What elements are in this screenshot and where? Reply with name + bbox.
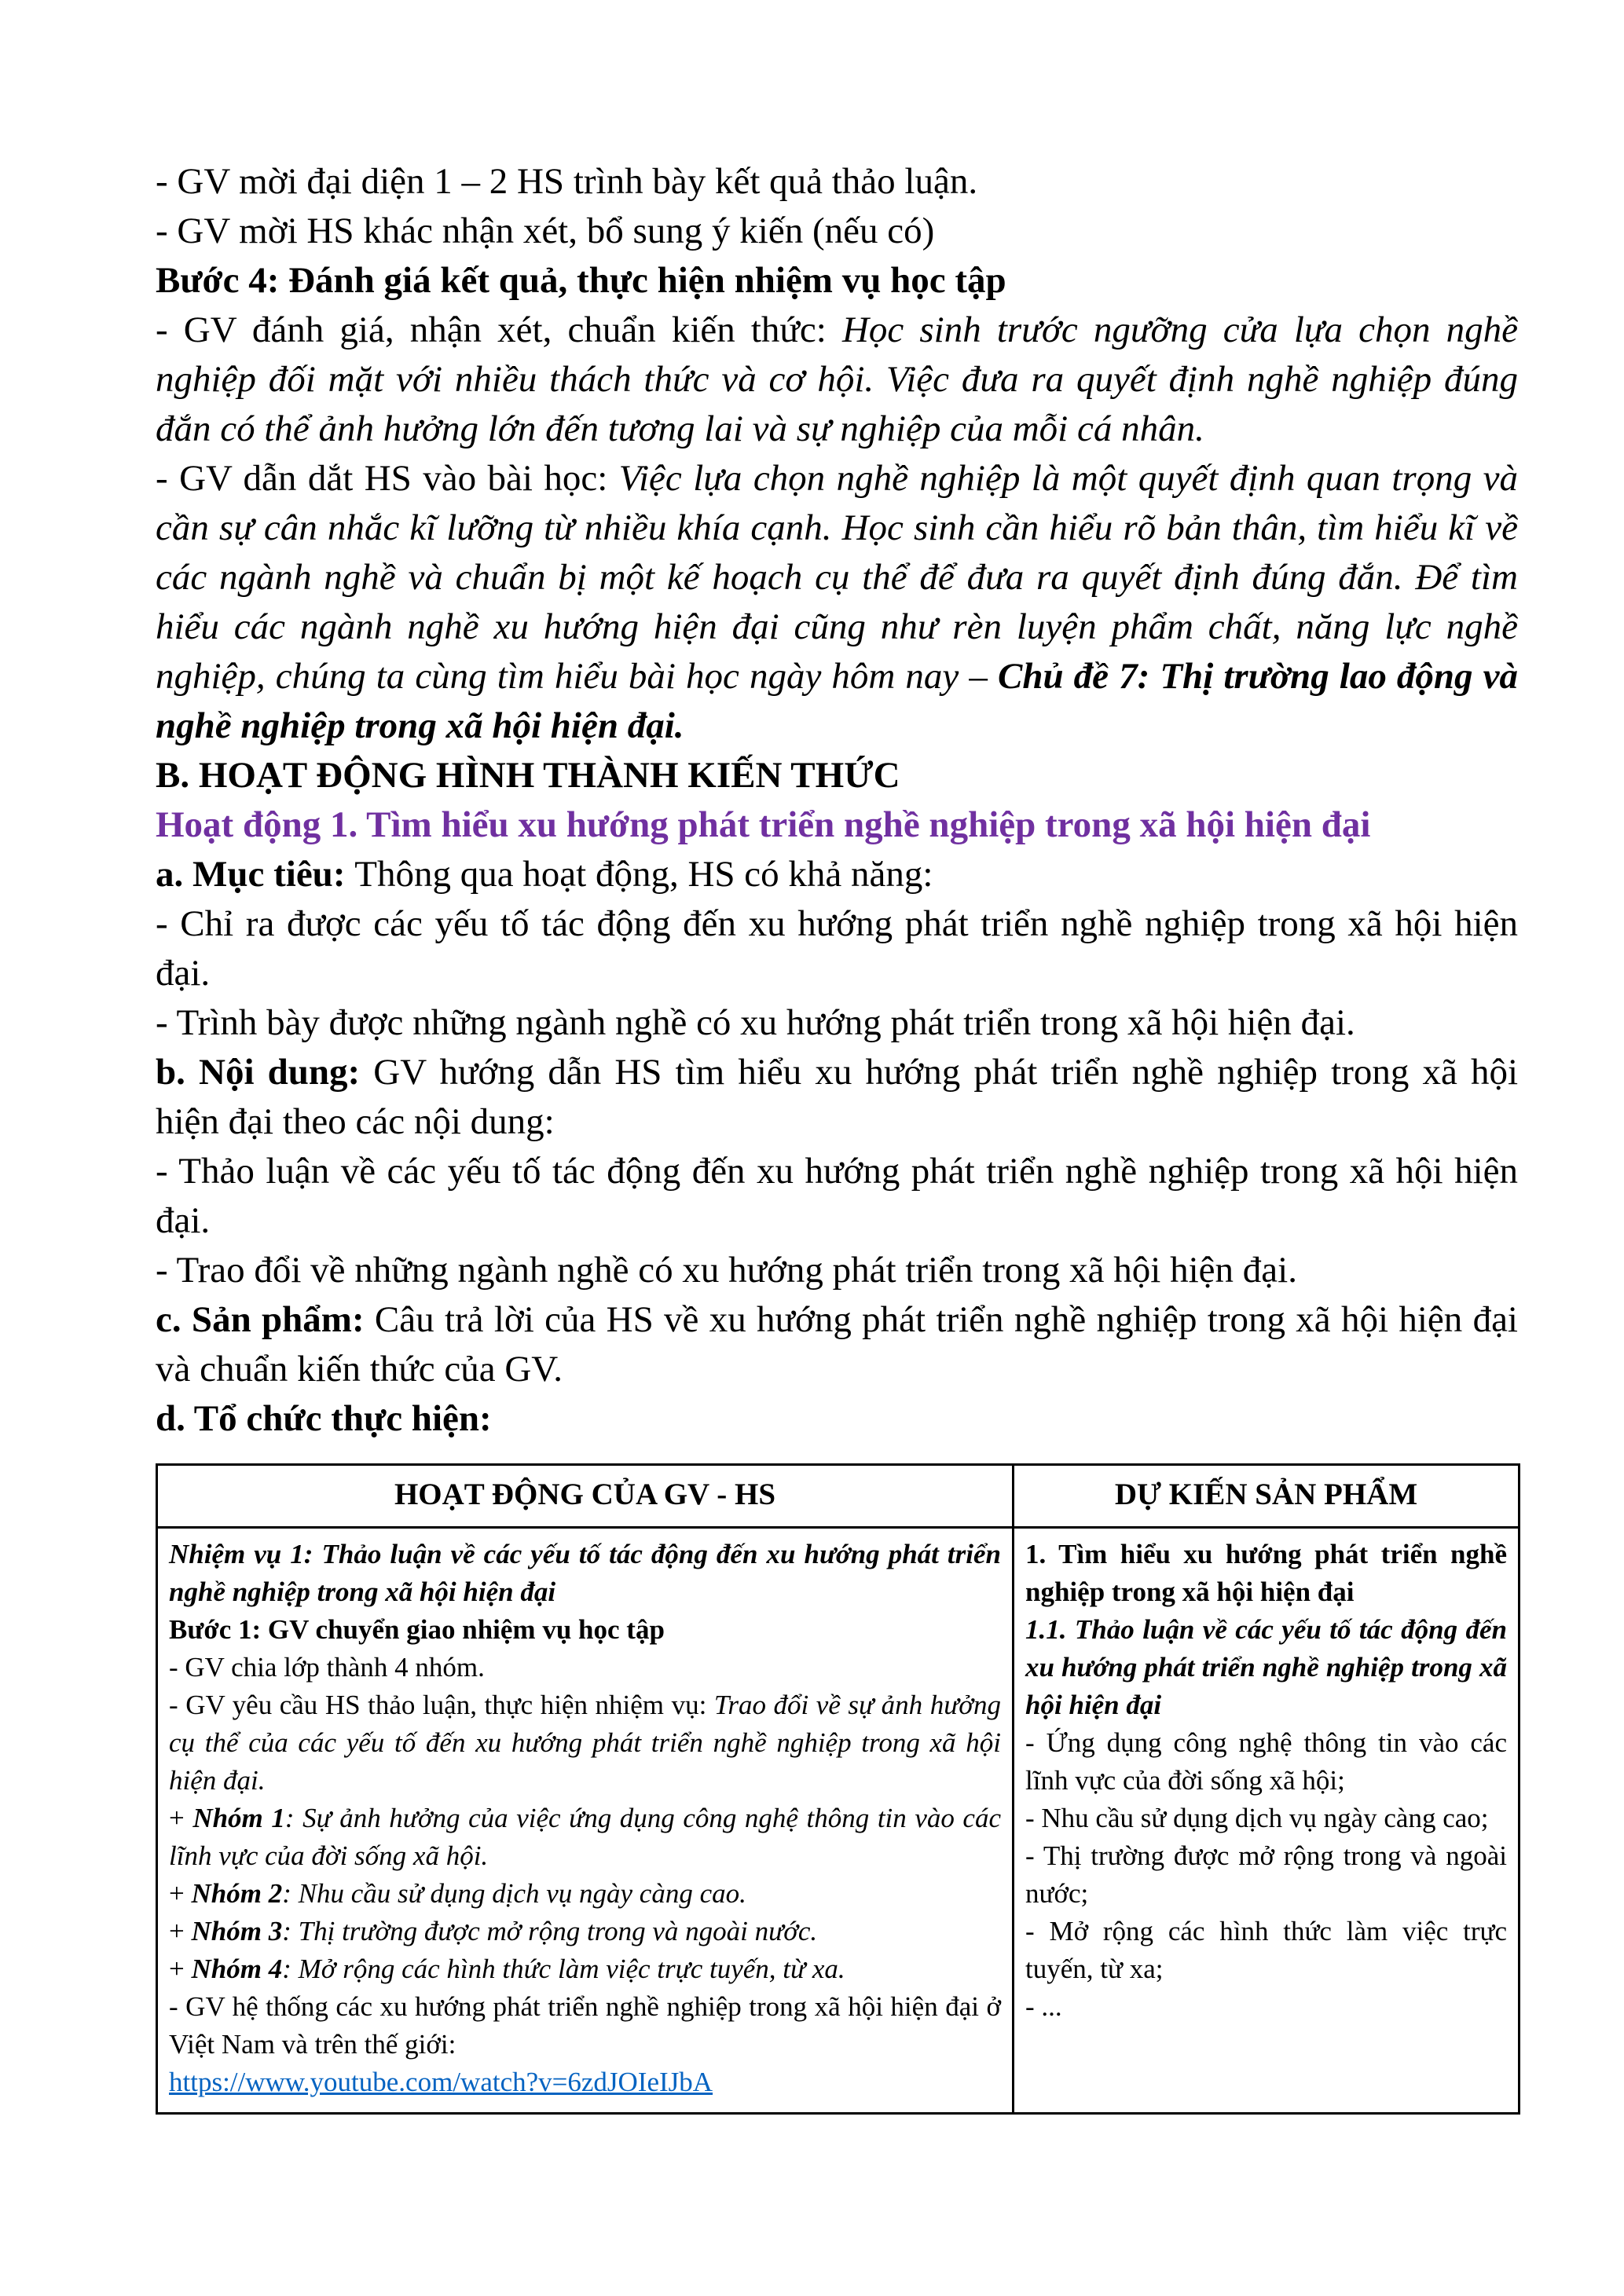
body-paragraph <box>156 1246 1518 1295</box>
product-1-heading <box>1025 1536 1507 1611</box>
text-run: Học sinh trước ngưỡng cửa lựa chọn nghề nghiệp đối mặt với nhiều thách thức và cơ hội. Việc đưa ra quyết định nghề nghiệp đúng đắn có thể ảnh hưởng lớn đến tương lai và sự nghiệp của mỗi cá nhân. <box>156 309 1518 449</box>
text-run: + <box>169 1878 192 1909</box>
text-run: - Thị trường được mở rộng trong và ngoài nước; <box>1025 1840 1507 1909</box>
text-run: b. Nội dung: <box>156 1052 374 1093</box>
text-run: a. Mục tiêu: <box>156 854 355 895</box>
text-run: - GV dẫn dắt HS vào bài học: <box>156 458 619 499</box>
objective-paragraph <box>156 850 1518 899</box>
activity-1-heading <box>156 800 1518 850</box>
section-b-heading <box>156 751 1518 800</box>
table-content-row <box>157 1528 1520 2114</box>
text-run: + <box>169 1803 193 1833</box>
table-paragraph <box>1025 1724 1507 1800</box>
text-run: Bước 1: GV chuyển giao nhiệm vụ học tập <box>169 1614 665 1645</box>
text-run: 1. Tìm hiểu xu hướng phát triển nghề nghiệp trong xã hội hiện đại <box>1025 1539 1507 1607</box>
body-paragraph <box>156 306 1518 454</box>
text-run: Nhóm 4 <box>191 1954 283 1984</box>
lesson-plan-body <box>156 157 1518 1444</box>
group-3-item <box>169 1913 1001 1950</box>
table-paragraph <box>1025 1800 1507 1837</box>
group-4-item <box>169 1950 1001 1988</box>
table-paragraph <box>169 1649 1001 1686</box>
text-run: - ... <box>1025 1991 1062 2022</box>
body-paragraph <box>156 207 1518 256</box>
body-paragraph <box>156 157 1518 207</box>
text-run: Bước 4: Đánh giá kết quả, thực hiện nhiệm vụ học tập <box>156 260 1006 301</box>
product-paragraph <box>156 1295 1518 1394</box>
content-paragraph <box>156 1048 1518 1147</box>
text-run: : Sự ảnh hưởng của việc ứng dụng công nghệ thông tin vào các lĩnh vực của đời sống xã hội. <box>169 1803 1001 1871</box>
text-run: - Trình bày được những ngành nghề có xu hướng phát triển trong xã hội hiện đại. <box>156 1002 1355 1043</box>
text-run: 1.1. Thảo luận về các yếu tố tác động đến xu hướng phát triển nghề nghiệp trong xã hội hiện đại <box>1025 1614 1507 1720</box>
text-run: - Chỉ ra được các yếu tố tác động đến xu hướng phát triển nghề nghiệp trong xã hội hiện đại. <box>156 903 1518 994</box>
table-paragraph <box>1025 1837 1507 1913</box>
text-run: B. HOẠT ĐỘNG HÌNH THÀNH KIẾN THỨC <box>156 755 900 796</box>
body-paragraph <box>156 899 1518 998</box>
organization-heading <box>156 1394 1518 1444</box>
text-run: c. Sản phẩm: <box>156 1299 375 1340</box>
product-1-1-heading <box>1025 1611 1507 1724</box>
table-header-expected-products: DỰ KIẾN SẢN PHẨM <box>1014 1465 1520 1528</box>
table-paragraph <box>169 1988 1001 2063</box>
text-run: - Trao đổi về những ngành nghề có xu hướng phát triển trong xã hội hiện đại. <box>156 1250 1297 1291</box>
text-run: Câu trả lời của HS về xu hướng phát triển nghề nghiệp trong xã hội hiện đại và chuẩn kiến thức của GV. <box>156 1299 1518 1390</box>
text-run: - GV đánh giá, nhận xét, chuẩn kiến thức: <box>156 309 842 350</box>
table-paragraph <box>1025 1988 1507 2026</box>
step-1-heading <box>169 1611 1001 1649</box>
table-header-gv-hs-activities: HOẠT ĐỘNG CỦA GV - HS <box>157 1465 1014 1528</box>
text-run: - GV hệ thống các xu hướng phát triển nghề nghiệp trong xã hội hiện đại ở Việt Nam và trên thế giới: <box>169 1991 1001 2060</box>
text-run: + <box>169 1916 192 1946</box>
group-2-item <box>169 1875 1001 1913</box>
text-run: Nhóm 2 <box>191 1878 283 1909</box>
text-run: - GV mời đại diện 1 – 2 HS trình bày kết quả thảo luận. <box>156 161 978 202</box>
task-1-heading <box>169 1536 1001 1611</box>
text-run: Thông qua hoạt động, HS có khả năng: <box>354 854 933 895</box>
text-run: Nhóm 3 <box>191 1916 283 1946</box>
text-run: : Thị trường được mở rộng trong và ngoài nước. <box>282 1916 818 1946</box>
step-4-heading <box>156 256 1518 306</box>
table-header-row <box>157 1465 1520 1528</box>
body-paragraph <box>156 998 1518 1048</box>
group-1-item <box>169 1800 1001 1875</box>
body-paragraph <box>156 454 1518 751</box>
text-run: - Mở rộng các hình thức làm việc trực tuyến, từ xa; <box>1025 1916 1507 1984</box>
cell-gv-hs-activities <box>157 1528 1014 2114</box>
text-run: - Thảo luận về các yếu tố tác động đến xu hướng phát triển nghề nghiệp trong xã hội hiện đại. <box>156 1151 1518 1241</box>
text-run: Trao đổi về sự ảnh hưởng cụ thể của các yếu tố đến xu hướng phát triển nghề nghiệp trong xã hội hiện đại. <box>169 1690 1001 1796</box>
text-run: - Nhu cầu sử dụng dịch vụ ngày càng cao; <box>1025 1803 1489 1833</box>
text-run: : Mở rộng các hình thức làm việc trực tuyến, từ xa. <box>282 1954 845 1984</box>
text-run: + <box>169 1954 192 1984</box>
text-run: Việc lựa chọn nghề nghiệp là một quyết định quan trọng và cần sự cân nhắc kĩ lưỡng từ nhiều khía cạnh. Học sinh cần hiểu rõ bản thân, tìm hiểu kĩ về các ngành nghề và chuẩn bị một kế hoạch cụ thể để đưa ra quyết định đúng đắn. Để tìm hiểu các ngành nghề xu hướng hiện đại cũng như rèn luyện phẩm chất, năng lực nghề nghiệp, chúng ta cùng tìm hiểu bài học ngày hôm nay – <box>156 458 1518 697</box>
text-run: d. Tổ chức thực hiện: <box>156 1398 492 1439</box>
cell-expected-products <box>1014 1528 1520 2114</box>
text-run: - GV yêu cầu HS thảo luận, thực hiện nhiệm vụ: <box>169 1690 714 1720</box>
text-run: - GV chia lớp thành 4 nhóm. <box>169 1652 485 1683</box>
text-run: - GV mời HS khác nhận xét, bổ sung ý kiến (nếu có) <box>156 211 935 251</box>
table-paragraph <box>169 1686 1001 1800</box>
activity-table <box>156 1463 1520 2115</box>
text-run: Nhóm 1 <box>192 1803 285 1833</box>
text-run: Chủ đề 7: Thị trường lao động và nghề nghiệp trong xã hội hiện đại. <box>156 656 1518 746</box>
text-run: - Ứng dụng công nghệ thông tin vào các lĩnh vực của đời sống xã hội; <box>1025 1727 1507 1796</box>
table-paragraph <box>1025 1913 1507 1988</box>
text-run: Nhiệm vụ 1: Thảo luận về các yếu tố tác động đến xu hướng phát triển nghề nghiệp trong xã hội hiện đại <box>169 1539 1001 1607</box>
text-run: : Nhu cầu sử dụng dịch vụ ngày càng cao. <box>282 1878 746 1909</box>
body-paragraph <box>156 1147 1518 1246</box>
link-paragraph <box>169 2063 1001 2101</box>
youtube-link[interactable]: https://www.youtube.com/watch?v=6zdJOIeIJbA <box>169 2067 713 2097</box>
text-run: Hoạt động 1. Tìm hiểu xu hướng phát triển nghề nghiệp trong xã hội hiện đại <box>156 804 1371 845</box>
text-run: GV hướng dẫn HS tìm hiểu xu hướng phát triển nghề nghiệp trong xã hội hiện đại theo các nội dung: <box>156 1052 1518 1142</box>
